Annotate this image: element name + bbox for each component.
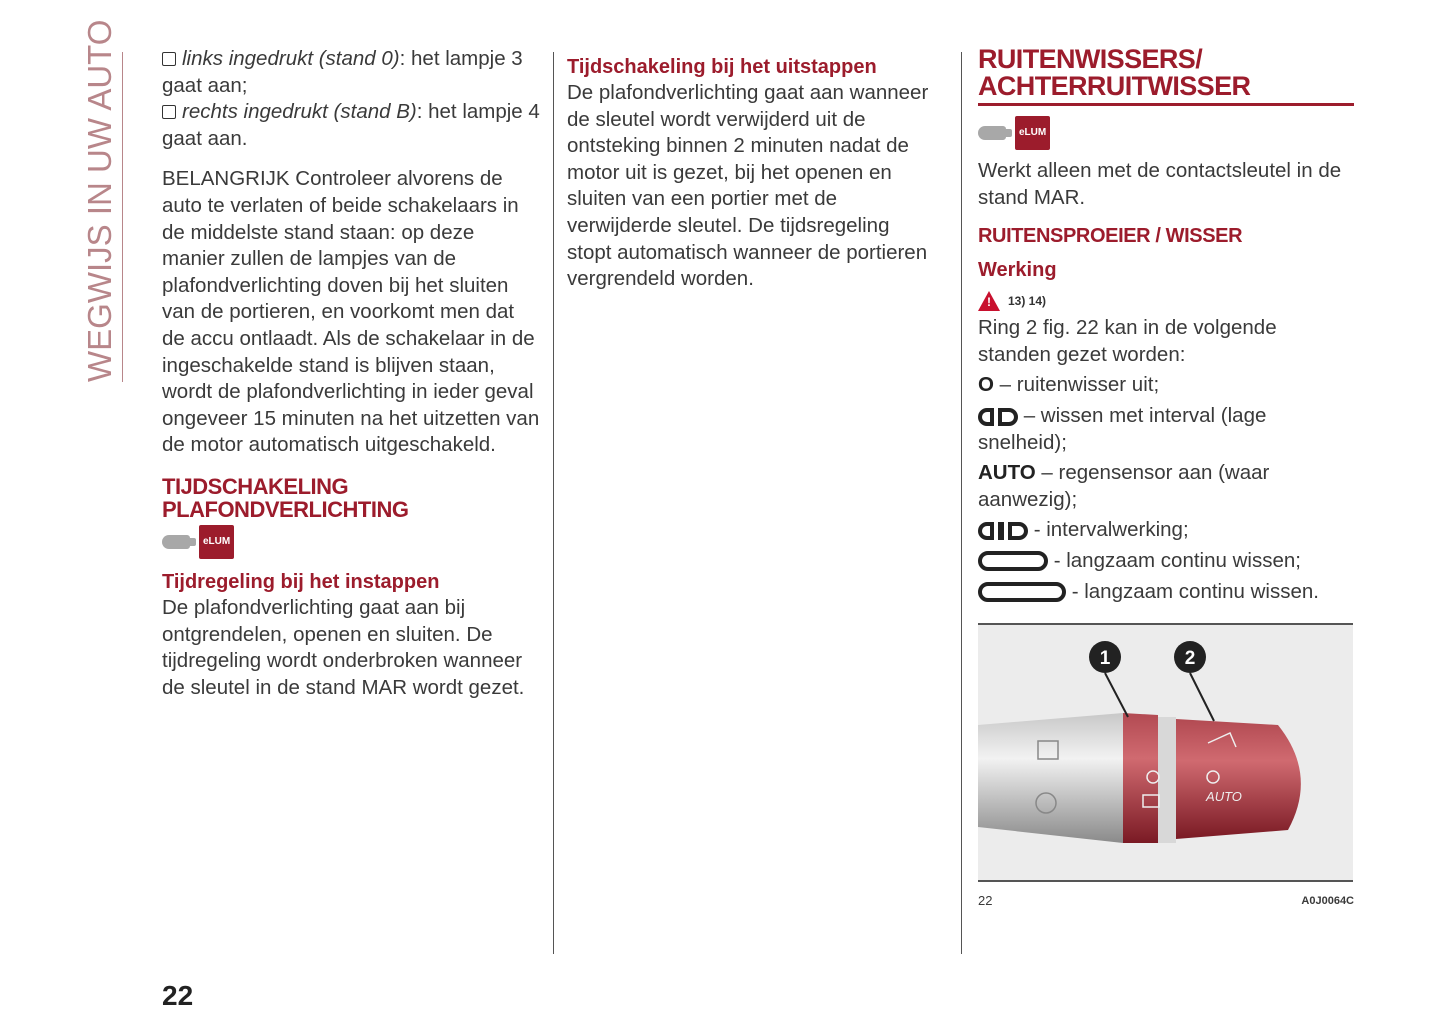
stalk-auto-label: AUTO — [1206, 789, 1242, 805]
figure-number: 22 — [978, 893, 993, 909]
elum-indicator — [162, 529, 540, 555]
column-1 — [162, 46, 540, 701]
wiper-position-interval: – wissen met interval (lage snelheid); — [978, 403, 1267, 454]
interval-symbol-icon — [978, 408, 1018, 426]
paragraph: Werkt alleen met de contactsleutel in de stand MAR. — [978, 159, 1342, 209]
subheading: Tijdregeling bij het instappen — [162, 570, 440, 593]
column-3 — [978, 46, 1354, 915]
column-divider — [961, 52, 962, 954]
column-divider — [553, 52, 554, 954]
paragraph: Ring 2 fig. 22 kan in de volgende standen gezet worden: — [978, 316, 1277, 366]
warning-icon: ! — [978, 291, 1000, 311]
callout-1: 1 — [1099, 648, 1111, 670]
list-item: links ingedrukt (stand 0): het lampje 3 gaat aan; — [162, 47, 523, 97]
elum-badge: eLUM — [1015, 116, 1050, 151]
wiper-position-off: O – ruitenwisser uit; — [978, 373, 1160, 397]
page-number: 22 — [162, 980, 194, 1011]
main-heading: RUITENWISSERS/ ACHTERRUITWISSER — [978, 44, 1251, 101]
column-2 — [567, 54, 935, 293]
fast-continuous-symbol-icon — [978, 582, 1066, 602]
sidebar-title — [78, 19, 122, 382]
list-item: rechts ingedrukt (stand B): het lampje 4 gaat aan. — [162, 100, 540, 150]
section-heading: RUITENSPROEIER / WISSER — [978, 225, 1243, 248]
section-heading: TIJDSCHAKELING PLAFONDVERLICHTING — [162, 473, 409, 522]
heading-rule — [978, 103, 1354, 106]
elum-indicator — [978, 120, 1354, 146]
checkbox-bullet-icon — [162, 105, 176, 119]
subheading: Tijdschakeling bij het uitstappen — [567, 56, 877, 78]
callout-2: 2 — [1184, 648, 1196, 670]
wiper-position-interval-work: - intervalwerking; — [978, 517, 1354, 544]
subheading: Werking — [978, 259, 1057, 282]
slow-continuous-symbol-icon — [978, 551, 1048, 571]
important-note: BELANGRIJK Controleer alvorens de auto te verlaten of beide schakelaars in de middelste stand staan: op deze manier zullen de lampjes van de plafondverlichting doven bij het sluiten van de portieren, en voorkomt men dat de accu ontlaadt. Als de schakelaar in de ingeschakelde stand is blijven staan, wordt de plafondverlichting in ieder geval ongeveer 15 minuten na het uitzetten van de motor automatisch uitgeschakeld. — [162, 167, 540, 457]
elum-badge: eLUM — [199, 525, 234, 560]
figure-caption — [978, 888, 1354, 915]
warning-refs: ! 13) 14) — [978, 287, 1354, 315]
pointing-hand-icon — [162, 535, 190, 549]
sidebar-rule — [122, 52, 123, 382]
paragraph: De plafondverlichting gaat aan bij ontgrendelen, openen en sluiten. De tijdregeling wordt onderbroken wanneer de sleutel in de stand MAR wordt gezet. — [162, 595, 525, 699]
wiper-position-auto: AUTO – regensensor aan (waar aanwezig); — [978, 461, 1270, 511]
paragraph: De plafondverlichting gaat aan wanneer de sleutel wordt verwijderd uit de ontsteking binnen 2 minuten nadat de motor uit is gezet, bij het openen en sluiten van een portier met de verwijderde sleutel. De tijdsregeling stopt automatisch wanneer de portieren vergrendeld worden. — [567, 81, 929, 291]
wiper-stalk-illustration — [978, 625, 1353, 880]
figure-code: A0J0064C — [1301, 895, 1354, 908]
checkbox-bullet-icon — [162, 52, 176, 66]
wiper-position-slow: - langzaam continu wissen; — [978, 548, 1354, 575]
sidebar-title-text: WEGWIJS IN UW AUTO — [81, 19, 118, 382]
interval-work-symbol-icon — [978, 522, 1028, 540]
figure-wiper-stalk — [978, 623, 1353, 882]
wiper-position-fast: - langzaam continu wissen. — [978, 579, 1354, 606]
pointing-hand-icon — [978, 126, 1006, 140]
